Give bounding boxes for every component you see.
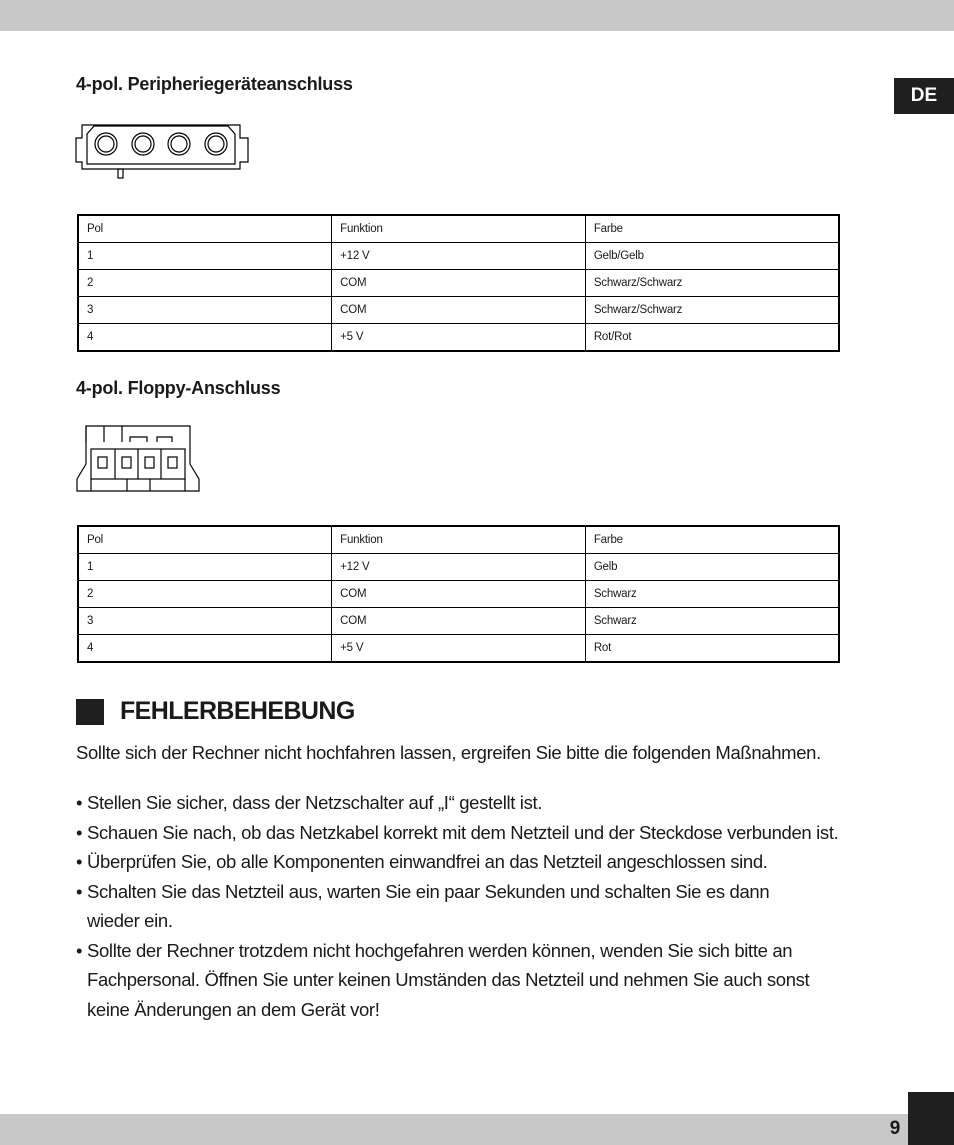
list-item-text: Schauen Sie nach, ob das Netzkabel korrekt mit dem Netzteil und der Steckdose verbunden ist. <box>87 821 839 843</box>
table-row <box>78 297 839 324</box>
table-cell: +12 V <box>332 243 586 270</box>
page-corner-block <box>908 1092 954 1145</box>
list-item-text: Überprüfen Sie, ob alle Komponenten einwandfrei an das Netzteil angeschlossen sind. <box>87 851 768 872</box>
list-item-text: wieder ein. <box>87 910 173 931</box>
table-cell: COM <box>332 297 586 324</box>
table-header-cell: Farbe <box>585 526 839 554</box>
table-header-cell: Pol <box>78 215 332 243</box>
bullet-marker: • <box>76 880 83 902</box>
table-cell: Gelb <box>585 554 839 581</box>
table-header-cell: Funktion <box>332 526 586 554</box>
language-tab: DE <box>894 78 954 114</box>
table-row <box>78 270 839 297</box>
list-item <box>76 847 856 877</box>
table-cell: Schwarz/Schwarz <box>585 270 839 297</box>
table-cell: 1 <box>78 554 332 581</box>
table-header-cell: Funktion <box>332 215 586 243</box>
top-bar <box>0 0 954 31</box>
table-cell: COM <box>332 581 586 608</box>
peripheral-connector-title: 4-pol. Peripheriegeräteanschluss <box>76 74 353 94</box>
table-cell: 2 <box>78 270 332 297</box>
troubleshooting-intro: Sollte sich der Rechner nicht hochfahren lassen, ergreifen Sie bitte die folgenden Maßnahmen. <box>76 742 821 763</box>
table-cell: 4 <box>78 635 332 663</box>
table-cell: 1 <box>78 243 332 270</box>
table-row <box>78 554 839 581</box>
list-item-text: Fachpersonal. Öffnen Sie unter keinen Umständen das Netzteil und nehmen Sie auch sonst <box>87 969 810 990</box>
floppy-connector-diagram <box>74 424 204 494</box>
floppy-connector-title: 4-pol. Floppy-Anschluss <box>76 378 281 398</box>
table-cell: Gelb/Gelb <box>585 243 839 270</box>
table-header-cell: Pol <box>78 526 332 554</box>
table-cell: 3 <box>78 297 332 324</box>
table-cell: Rot/Rot <box>585 324 839 352</box>
table-row <box>78 581 839 608</box>
molex-connector-diagram <box>74 120 250 182</box>
table-cell: 4 <box>78 324 332 352</box>
list-item <box>76 818 856 848</box>
troubleshooting-heading: FEHLERBEHEBUNG <box>120 697 355 725</box>
table-row <box>78 243 839 270</box>
table-header-row <box>78 526 839 554</box>
table-cell: 2 <box>78 581 332 608</box>
list-item-text: keine Änderungen an dem Gerät vor! <box>87 998 380 1020</box>
list-item-text: Schalten Sie das Netzteil aus, warten Sie ein paar Sekunden und schalten Sie es dann <box>87 880 770 902</box>
bottom-bar <box>0 1114 908 1145</box>
peripheral-pin-table <box>77 214 840 352</box>
table-cell: 3 <box>78 608 332 635</box>
table-header-cell: Farbe <box>585 215 839 243</box>
table-header-row <box>78 215 839 243</box>
table-cell: Schwarz/Schwarz <box>585 297 839 324</box>
table-cell: COM <box>332 270 586 297</box>
table-row <box>78 608 839 635</box>
list-item-text: Stellen Sie sicher, dass der Netzschalter auf „I“ gestellt ist. <box>87 792 543 813</box>
table-row <box>78 324 839 352</box>
table-cell: Schwarz <box>585 608 839 635</box>
list-item <box>76 877 856 936</box>
bullet-marker: • <box>76 939 83 961</box>
floppy-pin-table <box>77 525 840 663</box>
troubleshooting-list <box>76 788 856 1024</box>
table-cell: COM <box>332 608 586 635</box>
table-cell: Rot <box>585 635 839 663</box>
table-cell: +5 V <box>332 324 586 352</box>
table-cell: +12 V <box>332 554 586 581</box>
table-cell: +5 V <box>332 635 586 663</box>
table-cell: Schwarz <box>585 581 839 608</box>
table-row <box>78 635 839 663</box>
bullet-marker: • <box>76 792 83 813</box>
page-number: 9 <box>889 1118 901 1139</box>
list-item <box>76 936 856 1025</box>
heading-marker <box>76 699 104 725</box>
bullet-marker: • <box>76 851 83 872</box>
list-item <box>76 788 856 818</box>
list-item-text: Sollte der Rechner trotzdem nicht hochgefahren werden können, wenden Sie sich bitte an <box>87 939 793 961</box>
bullet-marker: • <box>76 821 83 843</box>
